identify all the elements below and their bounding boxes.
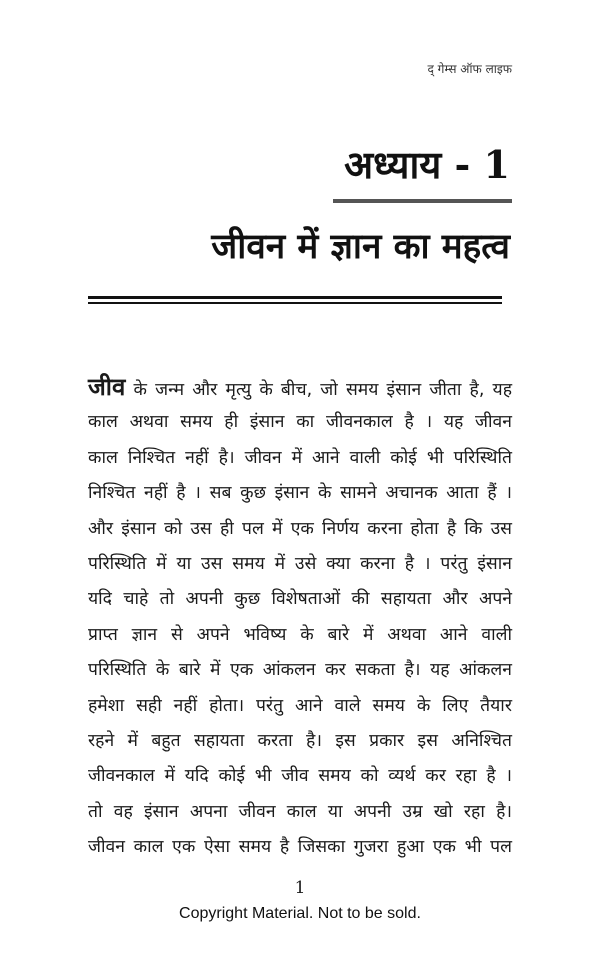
paragraph-line: जीवनकाल में यदि कोई भी जीव समय को व्यर्थ कर रहा है । xyxy=(88,766,512,787)
page-number: 1 xyxy=(294,878,306,898)
paragraph-line: यदि चाहे तो अपनी कुछ विशेषताओं की सहायता और अपने xyxy=(88,589,512,610)
paragraph-line: और इंसान को उस ही पल में एक निर्णय करना होता है कि उस xyxy=(88,518,512,539)
paragraph-line: तो वह इंसान अपना जीवन काल या अपनी उम्र खो रहा है। xyxy=(88,801,512,822)
chapter-title: जीवन में ज्ञान का महत्व xyxy=(211,226,510,267)
paragraph-line: जीवन काल एक ऐसा समय है जिसका गुजरा हुआ एक भी पल xyxy=(88,837,512,858)
paragraph-line: काल अथवा समय ही इंसान का जीवनकाल है । यह जीवन xyxy=(88,412,512,433)
copyright-notice: Copyright Material. Not to be sold. xyxy=(179,905,421,922)
paragraph-line: हमेशा सही नहीं होता। परंतु आने वाले समय के लिए तैयार xyxy=(88,695,512,716)
body-text xyxy=(88,370,512,865)
paragraph-line xyxy=(88,370,512,405)
running-header: द् गेम्स ऑफ लाइफ xyxy=(427,62,512,76)
paragraph-line: काल निश्चित नहीं है। जीवन में आने वाली कोई भी परिस्थिति xyxy=(88,447,512,468)
paragraph-line: परिस्थिति में या उस समय में उसे क्या करना है । परंतु इंसान xyxy=(88,553,512,574)
first-line-text: के जन्म और मृत्यु के बीच, जो समय इंसान जीता है, यह xyxy=(125,380,512,400)
paragraph-line: रहने में बहुत सहायता करता है। इस प्रकार इस अनिश्चित xyxy=(88,730,512,751)
title-divider-bottom xyxy=(88,302,502,304)
paragraph-line: परिस्थिति के बारे में एक आंकलन कर सकता है। यह आंकलन xyxy=(88,660,512,681)
paragraph-line: निश्चित नहीं है । सब कुछ इंसान के सामने अचानक आता हैं । xyxy=(88,483,512,504)
title-divider-top xyxy=(88,296,502,299)
chapter-divider xyxy=(333,199,512,203)
lead-word: जीव xyxy=(88,373,126,401)
chapter-number: अध्याय - 1 xyxy=(344,142,510,187)
paragraph-line: प्राप्त ज्ञान से अपने भविष्य के बारे में अथवा आने वाली xyxy=(88,624,512,645)
